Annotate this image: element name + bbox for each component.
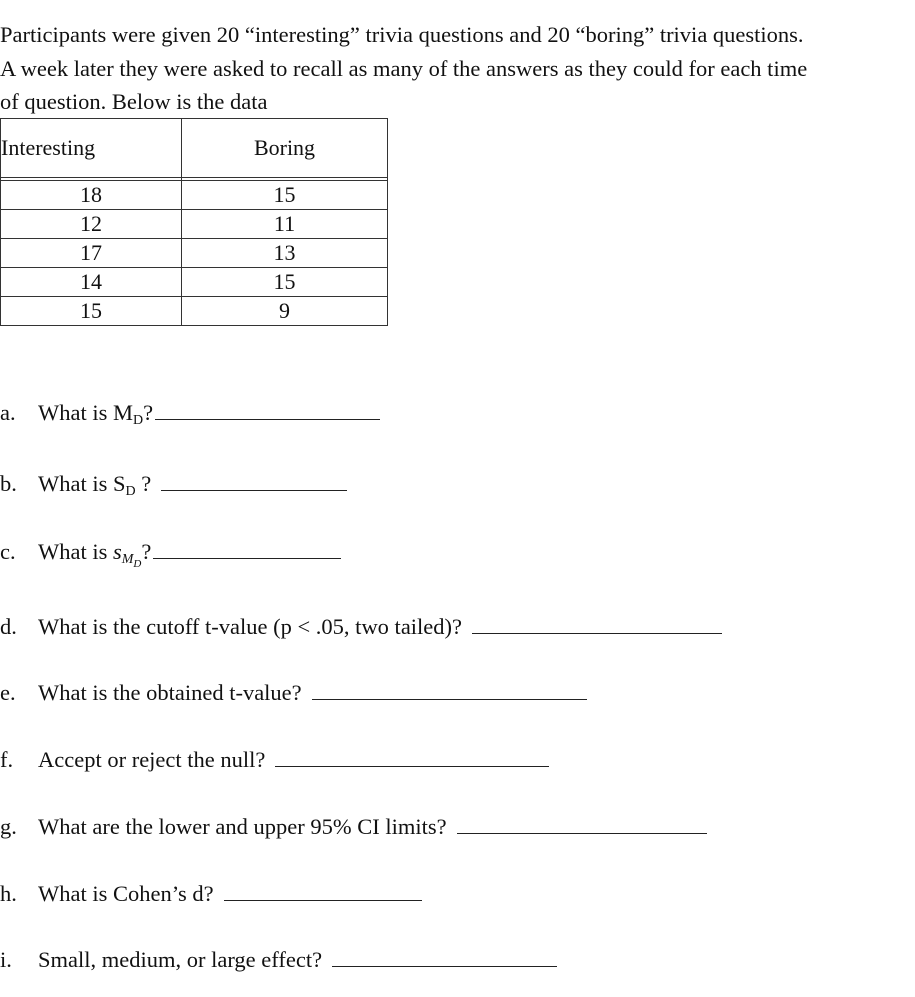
answer-blank-i[interactable] <box>332 946 557 967</box>
table-row <box>1 297 388 326</box>
question-g <box>0 811 707 843</box>
answer-blank-e[interactable] <box>312 679 587 700</box>
question-letter: c. <box>0 539 16 564</box>
question-letter: g. <box>0 814 17 839</box>
table-header-row <box>1 119 388 178</box>
subscript-m: M <box>121 552 134 567</box>
table-cell: 15 <box>182 181 388 210</box>
question-b <box>0 468 347 500</box>
table-cell: 12 <box>1 210 182 239</box>
question-letter: d. <box>0 614 17 639</box>
question-letter: i. <box>0 947 12 972</box>
subscript: D <box>125 484 136 499</box>
question-letter: f. <box>0 747 14 772</box>
question-letter: a. <box>0 400 16 425</box>
data-table <box>0 118 388 326</box>
question-h <box>0 878 422 910</box>
header-boring: Boring <box>182 119 388 178</box>
intro-paragraph <box>0 18 912 119</box>
question-e <box>0 677 587 709</box>
question-text: What is the obtained t-value? <box>38 680 302 705</box>
answer-blank-g[interactable] <box>457 813 707 834</box>
table-cell: 18 <box>1 181 182 210</box>
question-text: Accept or reject the null? <box>38 747 266 772</box>
question-text: What is the cutoff t-value (p < .05, two tailed)? <box>38 614 463 639</box>
question-mark: ? <box>141 539 152 564</box>
table-cell: 13 <box>182 239 388 268</box>
answer-blank-a[interactable] <box>155 399 380 420</box>
intro-line-2: A week later they were asked to recall as many of the answers as they could for each time <box>0 55 808 81</box>
table-cell: 15 <box>1 297 182 326</box>
question-mark: ? <box>143 400 154 425</box>
answer-blank-b[interactable] <box>161 470 347 491</box>
table-row <box>1 181 388 210</box>
question-a <box>0 397 380 429</box>
question-text: Small, medium, or large effect? <box>38 947 323 972</box>
table-row <box>1 268 388 297</box>
question-text: What is Cohen’s d? <box>38 881 214 906</box>
table-cell: 17 <box>1 239 182 268</box>
question-f <box>0 744 549 776</box>
table-row <box>1 210 388 239</box>
question-mark: ? <box>135 471 152 496</box>
symbol-s: s <box>112 539 122 564</box>
question-letter: h. <box>0 881 17 906</box>
question-letter: e. <box>0 680 16 705</box>
answer-blank-c[interactable] <box>153 538 341 559</box>
question-letter: b. <box>0 471 17 496</box>
table-cell: 9 <box>182 297 388 326</box>
table-cell: 11 <box>182 210 388 239</box>
question-text: What is <box>38 539 113 564</box>
subscript: D <box>133 413 144 428</box>
question-i <box>0 944 557 976</box>
question-text: What are the lower and upper 95% CI limits? <box>38 814 447 839</box>
question-d <box>0 611 722 643</box>
subscript-d: D <box>133 558 142 570</box>
answer-blank-d[interactable] <box>472 613 722 634</box>
table-cell: 14 <box>1 268 182 297</box>
subscript <box>121 552 142 570</box>
intro-line-1: Participants were given 20 “interesting” trivia questions and 20 “boring” trivia questions. <box>0 22 804 47</box>
table-row <box>1 239 388 268</box>
question-c <box>0 536 341 568</box>
answer-blank-h[interactable] <box>224 880 422 901</box>
intro-line-3: of question. Below is the data <box>0 89 268 114</box>
question-text: What is M <box>38 400 133 425</box>
header-interesting: Interesting <box>1 119 182 178</box>
table-cell: 15 <box>182 268 388 297</box>
answer-blank-f[interactable] <box>275 746 549 767</box>
question-text: What is S <box>38 471 126 496</box>
